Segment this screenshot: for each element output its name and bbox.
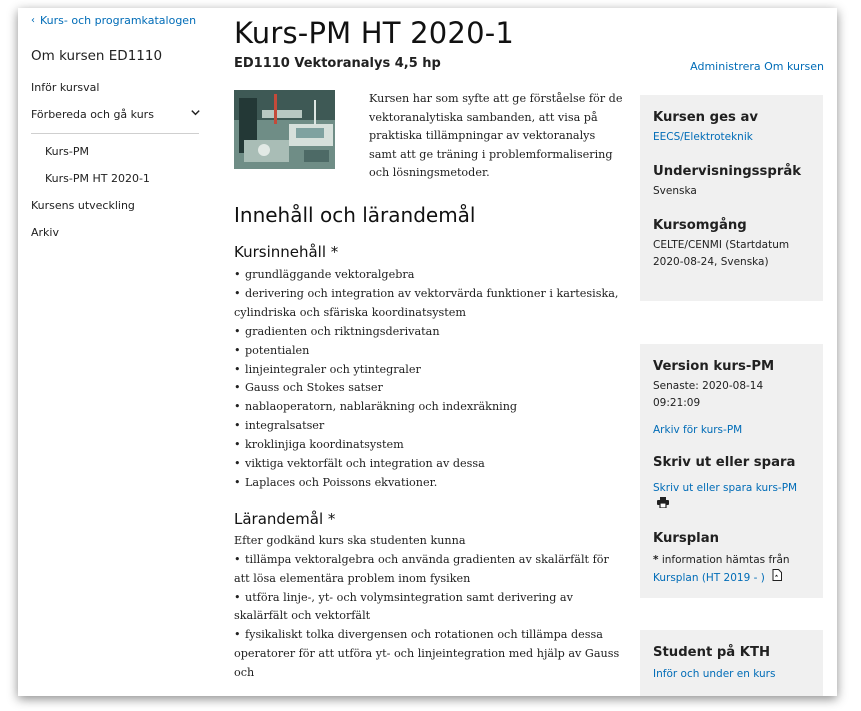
list-item: • tillämpa vektoralgebra och använda gradienten av skalärfält för att lösa elementära problem inom fysiken [234,551,628,589]
offering-value: CELTE/CENMI (Startdatum 2020-08-24, Svenska) [653,239,790,268]
course-subtitle: ED1110 Vektoranalys 4,5 hp [234,56,441,71]
student-link[interactable]: Inför och under en kurs [653,668,776,680]
list-item: • nablaoperatorn, nablaräkning och indexräkning [234,398,628,417]
syllabus-label: Kursplan [653,530,719,546]
given-by-link[interactable]: EECS/Elektroteknik [653,131,753,143]
goals-intro: Efter godkänd kurs ska studenten kunna [234,533,466,547]
syllabus-link[interactable] [653,569,810,587]
list-item: • Gauss och Stokes satser [234,379,628,398]
student-label: Student på KTH [653,645,771,660]
list-item: • fysikaliskt tolka divergensen och rotationen och tillämpa dessa operatorer för att utföra yt- och linjeintegration med hjälp av Gauss och [234,626,628,683]
admin-link[interactable]: Administrera Om kursen [690,60,824,73]
section-title: Innehåll och lärandemål [234,202,476,227]
list-item: • linjeintegraler och ytintegraler [234,361,628,380]
list-item: • kroklinjiga koordinatsystem [234,436,628,455]
language-label: Undervisningsspråk [653,164,801,179]
offering-label: Kursomgång [653,218,747,233]
syllabus-link-label: Kursplan (HT 2019 - ) [653,571,765,584]
page-title: Kurs-PM HT 2020-1 [234,16,515,50]
sidebar-item-arkiv[interactable]: Arkiv [31,226,59,239]
sidebar-subitem-kurs-pm-ht2020[interactable]: Kurs-PM HT 2020-1 [45,172,150,185]
list-item: • gradienten och riktningsderivatan [234,323,628,342]
sidebar-item-infor-kursval[interactable]: Inför kursval [31,81,100,94]
intro-section [234,90,628,183]
student-panel [640,630,823,696]
sidebar [31,14,201,239]
sidebar-course-title: Om kursen ED1110 [31,48,163,64]
printer-icon [657,497,669,514]
archive-link[interactable]: Arkiv för kurs-PM [653,424,743,436]
syllabus-note-text: information hämtas från [661,553,790,566]
main-content [234,8,628,683]
chevron-left-icon: ‹ [31,15,35,26]
version-value: Senaste: 2020-08-14 09:21:09 [653,380,764,409]
sidebar-divider [31,133,199,134]
page-frame [18,8,837,696]
print-label: Skriv ut eller spara [653,455,796,470]
asterisk: * [653,553,659,566]
sidebar-item-label: Förbereda och gå kurs [31,107,154,121]
list-item: • Laplaces och Poissons ekvationer. [234,474,628,493]
content-list [234,266,628,493]
list-item: • grundläggande vektoralgebra [234,266,628,285]
goals-list [234,551,628,683]
given-by-label: Kursen ges av [653,110,758,125]
list-item: • viktiga vektorfält och integration av dessa [234,455,628,474]
intro-text: Kursen har som syfte att ge förståelse för de vektoranalytiska sambanden, att visa på praktiska tillämpningar av vektoranalys samt att ge träning i problemformalisering och lösningsmetoder. [369,92,623,180]
sidebar-item-kursens-utveckling[interactable]: Kursens utveckling [31,199,135,212]
back-link-label: Kurs- och programkatalogen [40,14,197,27]
chevron-down-icon[interactable] [190,107,201,121]
list-item: • utföra linje-, yt- och volymsintegration samt derivering av skalärfält och vektorfält [234,589,628,627]
print-link-label: Skriv ut eller spara kurs-PM [653,482,798,494]
goals-heading: Lärandemål * [234,509,336,528]
pdf-icon [772,569,782,587]
syllabus-note [653,552,810,569]
sidebar-item-forbereda[interactable] [31,107,201,121]
list-item: • derivering och integration av vektorvärda funktioner i kartesiska, cylindriska och sfäriska koordinatsystem [234,285,628,323]
list-item: • integralsatser [234,417,628,436]
course-info-panel [640,95,823,301]
language-value: Svenska [653,185,697,197]
list-item: • potentialen [234,342,628,361]
back-link[interactable] [31,14,201,27]
sidebar-subitem-kurs-pm[interactable]: Kurs-PM [45,145,89,158]
course-image [234,90,335,169]
memo-panel [640,344,823,598]
print-link[interactable] [653,480,810,515]
version-label: Version kurs-PM [653,359,775,374]
content-heading: Kursinnehåll * [234,242,339,261]
